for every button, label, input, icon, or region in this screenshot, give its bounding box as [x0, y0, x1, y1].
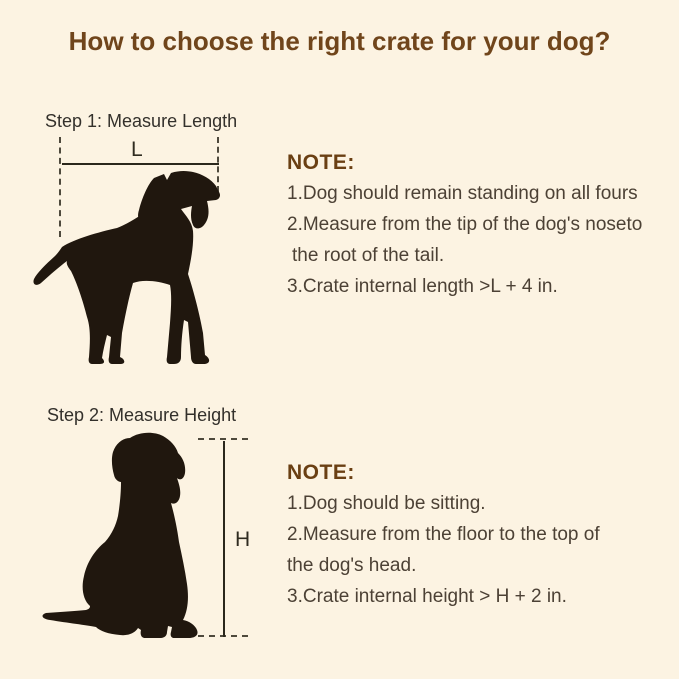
- step2-note-line-3: the dog's head.: [287, 555, 417, 576]
- step1-note-line-3: the root of the tail.: [292, 245, 445, 266]
- height-label: H: [235, 528, 251, 551]
- step1-note-line-2: 2.Measure from the tip of the dog's noseto: [287, 214, 643, 235]
- sitting-dog-silhouette-icon: [38, 432, 208, 642]
- step1-note-line-1: 1.Dog should remain standing on all fours: [287, 183, 638, 204]
- step2-heading: Step 2: Measure Height: [47, 405, 237, 425]
- step2-note-line-1: 1.Dog should be sitting.: [287, 493, 486, 514]
- step1-note: [287, 147, 662, 302]
- step2-note: [287, 457, 662, 612]
- step2-note-heading: NOTE:: [287, 461, 355, 484]
- step1-note-heading: NOTE:: [287, 151, 355, 174]
- page-title: How to choose the right crate for your dog?: [68, 26, 611, 56]
- step1-note-line-4: 3.Crate internal length >L + 4 in.: [287, 276, 558, 297]
- standing-dog-silhouette-icon: [30, 170, 220, 368]
- step2-note-line-2: 2.Measure from the floor to the top of: [287, 524, 600, 545]
- height-measure-line: [223, 441, 225, 637]
- step2-note-line-4: 3.Crate internal height > H + 2 in.: [287, 586, 567, 607]
- length-measure-line: [62, 163, 219, 165]
- step1-heading: Step 1: Measure Length: [45, 111, 238, 131]
- length-label: L: [131, 138, 143, 161]
